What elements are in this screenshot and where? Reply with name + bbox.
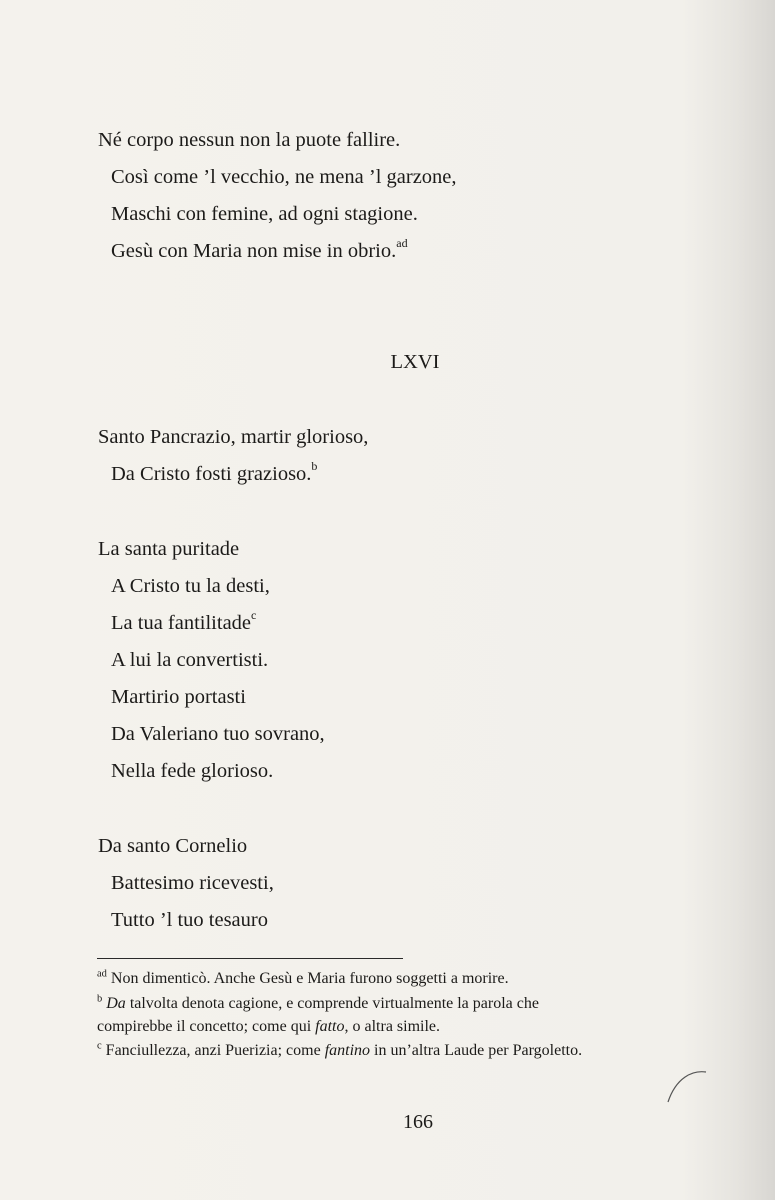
footnote-b-continued bbox=[97, 1019, 440, 1035]
footnote-mark: b bbox=[97, 993, 103, 1005]
verse-line: A Cristo tu la desti, bbox=[111, 575, 270, 597]
footnote-text: Non dimenticò. Anche Gesù e Maria furono soggetti a morire. bbox=[110, 970, 509, 987]
footnote-b bbox=[97, 993, 539, 1012]
poem-number-heading: LXVI bbox=[390, 351, 440, 373]
footnote-marker: c bbox=[251, 608, 257, 623]
page-number: 166 bbox=[403, 1111, 433, 1133]
verse-line: Maschi con femine, ad ogni stagione. bbox=[111, 203, 418, 225]
footnote-italic-word: fatto bbox=[315, 1018, 345, 1035]
footnote-italic-word: fantino bbox=[324, 1042, 371, 1059]
pencil-mark-icon bbox=[662, 1068, 710, 1108]
verse-line: Da santo Cornelio bbox=[98, 835, 248, 857]
footnote-c bbox=[97, 1040, 583, 1059]
footnote-marker: b bbox=[311, 459, 318, 474]
verse-line: Così come ’l vecchio, ne mena ’l garzone, bbox=[111, 166, 457, 188]
verse-line: Nella fede glorioso. bbox=[111, 760, 274, 782]
verse-text: Da Cristo fosti grazioso. bbox=[111, 463, 312, 485]
footnote-mark: ad bbox=[97, 968, 107, 980]
footnote-italic-word: Da bbox=[106, 995, 126, 1012]
footnote-marker: ad bbox=[396, 236, 408, 251]
verse-line bbox=[111, 459, 318, 485]
verse-line bbox=[111, 608, 257, 634]
verse-line: Da Valeriano tuo sovrano, bbox=[111, 723, 325, 745]
footnote-mark: c bbox=[97, 1040, 102, 1052]
footnote-text: Fanciullezza, anzi Puerizia; come bbox=[105, 1042, 325, 1059]
verse-text: La tua fantilitade bbox=[111, 612, 252, 634]
verse-line: Martirio portasti bbox=[111, 686, 246, 708]
verse-line: A lui la convertisti. bbox=[111, 649, 269, 671]
footnote-separator bbox=[97, 958, 403, 959]
verse-text: Gesù con Maria non mise in obrio. bbox=[111, 240, 397, 262]
verse-line: Battesimo ricevesti, bbox=[111, 872, 274, 894]
footnote-text: in un’altra Laude per Pargoletto. bbox=[370, 1042, 583, 1059]
verse-line: Santo Pancrazio, martir glorioso, bbox=[98, 426, 369, 448]
verse-line: Tutto ’l tuo tesauro bbox=[111, 909, 268, 931]
footnote-text: , o altra simile. bbox=[344, 1018, 441, 1035]
footnote-text: compirebbe il concetto; come qui bbox=[97, 1018, 316, 1035]
verse-line bbox=[111, 236, 408, 262]
footnote-ad bbox=[97, 968, 509, 987]
verse-line: La santa puritade bbox=[98, 538, 240, 560]
verse-line: Né corpo nessun non la puote fallire. bbox=[98, 129, 401, 151]
footnote-text: talvolta denota cagione, e comprende virtualmente la parola che bbox=[125, 995, 539, 1012]
